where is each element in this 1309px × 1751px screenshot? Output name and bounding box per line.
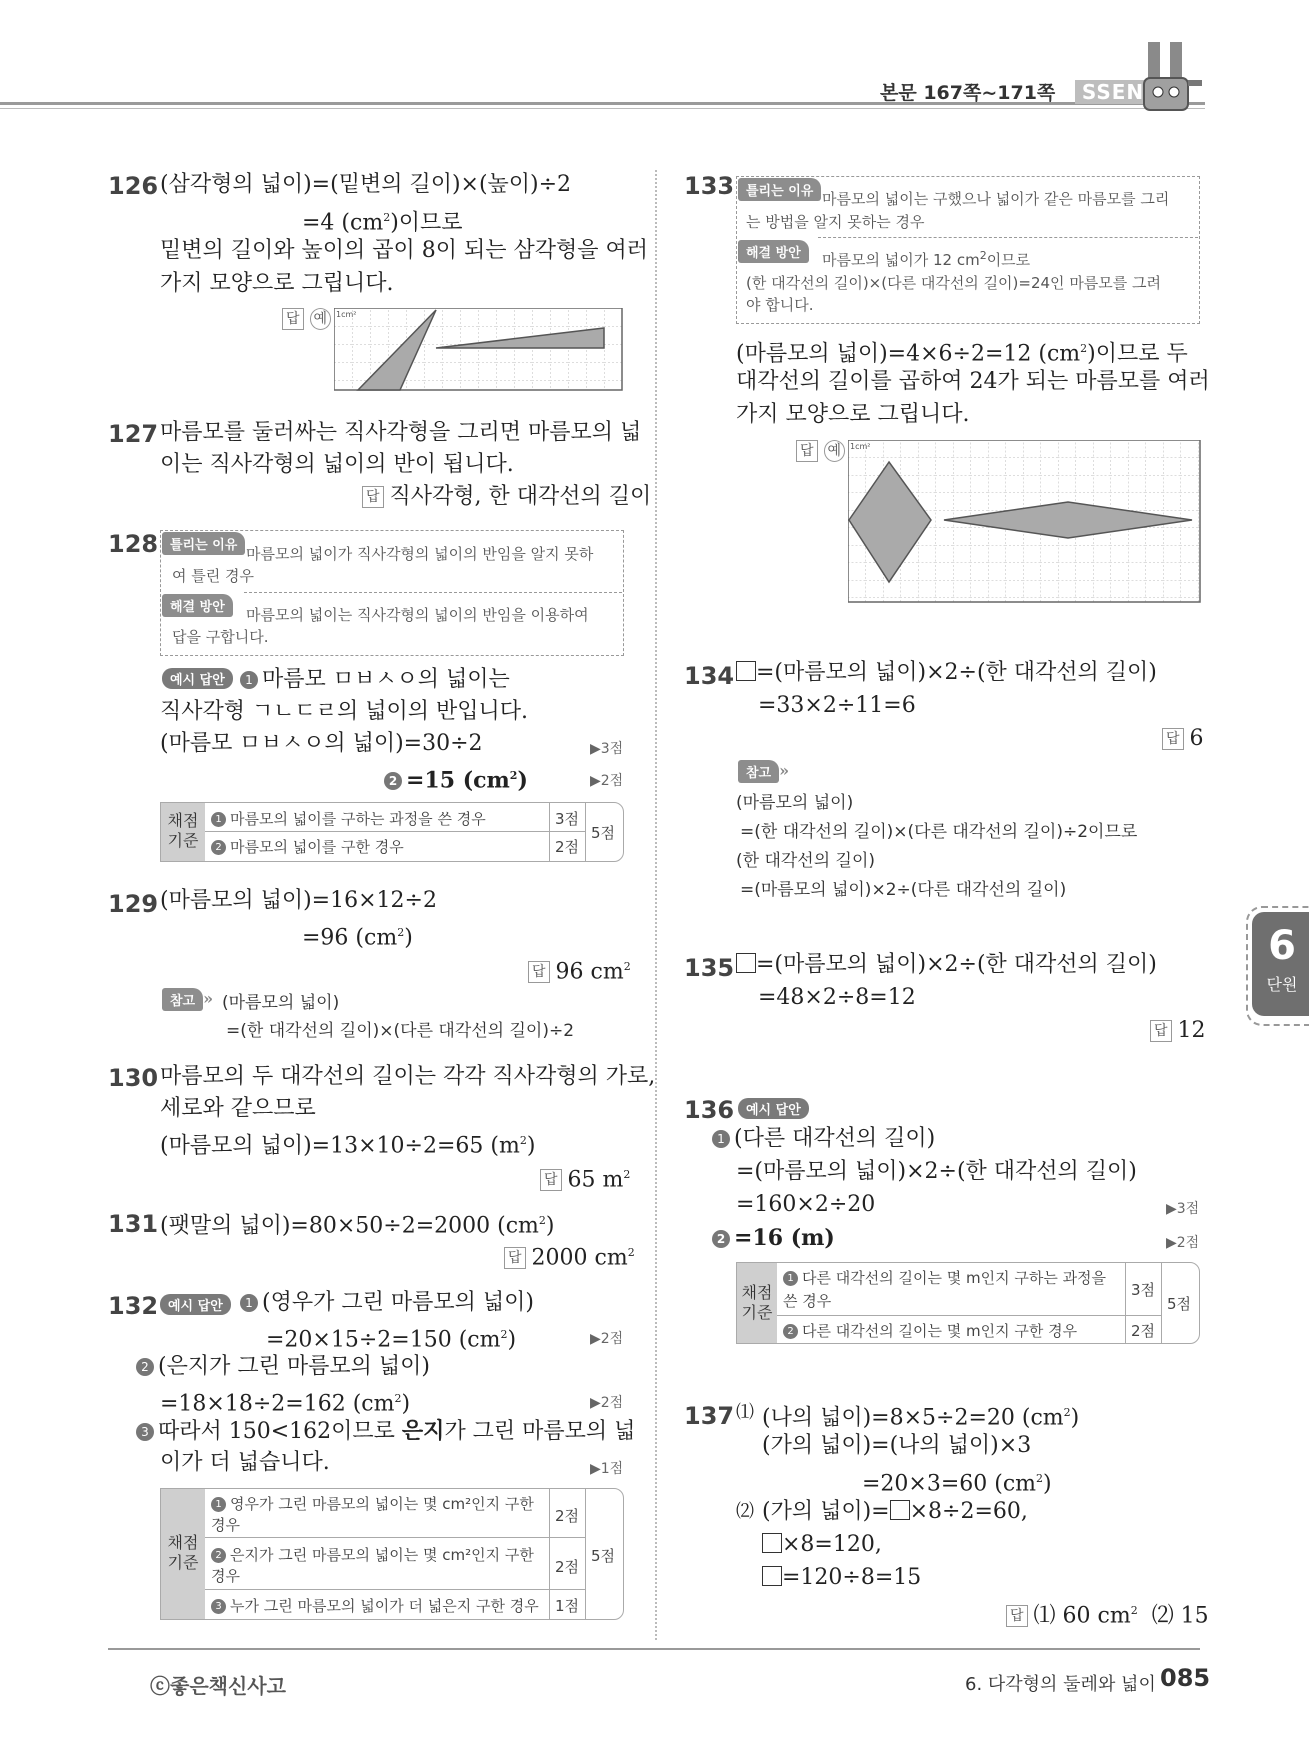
reason-tag: 틀리는 이유 [162,532,245,555]
unit-tab [1252,912,1309,1016]
q132-line1: 1 (영우가 그린 마름모의 넓이) [240,1288,534,1318]
reference-tag: 참고 » [162,988,213,1011]
q133-fix3: 야 합니다. [746,296,814,314]
q128-line4: 2 =15 $(cm^2)$ [384,761,528,795]
q132-point2: ▶2점 [590,1395,624,1411]
column-divider [655,170,657,1640]
q127-line2: 이는 직사각형의 넓이의 반이 됩니다. [160,452,514,477]
q134-ref3: (한 대각선의 길이) [736,851,876,871]
q133-help-separator [818,237,1198,238]
problem-number: 135 [684,954,735,982]
q129-ref1: (마름모의 넓이) [222,993,340,1013]
problem-number: 132 [108,1292,159,1320]
problem-number: 136 [684,1096,735,1124]
q126-grid-drawing [334,308,624,392]
q126-line1: (삼각형의 넓이)=(밑변의 길이)×(높이)÷2 [160,172,572,197]
q135-line2: =48×2÷8=12 [758,985,916,1010]
example-answer-tag: 예시 답안 [162,668,233,689]
problem-number: 126 [108,172,159,200]
q133-line2: 대각선의 길이를 곱하여 24가 되는 마름모를 여러 [736,369,1210,394]
q133-line1: (마름모의 넓이)=4×6÷2=12 $(cm^2)$이므로 두 [736,341,1188,367]
unit-number: 6 [1268,923,1296,969]
q129-line2: =96 $(cm^2)$ [302,925,413,951]
q137-line3: =20×3=60 $(cm^2)$ [862,1471,1052,1497]
q132-line2: =20×15÷2=150 $(cm^2)$ [266,1327,517,1353]
q137-line4: (가의 넓이)= ×8÷2=60, [762,1499,1028,1524]
grid-unit-label: 1cm² [336,310,357,319]
q134-answer: 답 6 [1162,724,1204,754]
q129-answer: 답 96 $cm^2$ [528,952,631,987]
unit-label: 단원 [1266,975,1298,994]
q132-scoring-table: 채점 기준 1 영우가 그린 마름모의 넓이는 몇 cm²인지 구한 경우 2점 2 은지가 그린 마름모의 넓이는 몇 cm²인지 구한 경우 2점 3 누가 그린 마름모의 넓이가 더 넓은지 구한 경우 1점 5점 [160,1488,624,1620]
q133-reason2: 는 방법을 알지 못하는 경우 [746,213,925,231]
q128-fix2: 답을 구합니다. [172,628,269,646]
q133-reason1: 마름모의 넓이는 구했으나 넓이가 같은 마름모를 그리 [822,190,1170,208]
problem-number: 128 [108,530,159,558]
q131-line1: (팻말의 넓이)=80×50÷2=2000 $(cm^2)$ [160,1213,555,1239]
problem-number: 137 [684,1402,735,1430]
problem-number: 133 [684,172,735,200]
q136-line1: 1 (다른 대각선의 길이) [712,1124,935,1154]
q137-line5: ×8=120, [762,1530,882,1560]
page-number: 085 [1160,1664,1211,1692]
q136-scoring-table: 채점 기준 1 다른 대각선의 길이는 몇 m인지 구하는 과정을 쓴 경우 3점 2 다른 대각선의 길이는 몇 m인지 구한 경우 2점 5점 [736,1262,1200,1344]
q137-line2: (가의 넓이)=(나의 넓이)×3 [762,1433,1032,1458]
q137-line1: (나의 넓이)=8×5÷2=20 $(cm^2)$ [762,1405,1080,1431]
q128-point2: ▶2점 [590,773,624,789]
q130-line3: (마름모의 넓이)=13×10÷2=65 $(m^2)$ [160,1133,536,1159]
q132-point1: ▶2점 [590,1331,624,1347]
publisher-logo: ⓒ좋은책신사고 [150,1674,286,1698]
q137-part2-label: ⑵ [736,1501,754,1522]
q132-line6: 이가 더 넓습니다. [160,1450,330,1475]
q136-line2: =(마름모의 넓이)×2÷(한 대각선의 길이) [736,1159,1137,1184]
q132-line4: =18×18÷2=162 $(cm^2)$ [160,1391,411,1417]
q128-point1: ▶3점 [590,741,624,757]
q128-line3: (마름모 ㅁㅂㅅㅇ의 넓이)=30÷2 [160,731,483,756]
q132-line5: 3 따라서 150<162이므로 은지가 그린 마름모의 넓 [136,1416,635,1447]
q135-answer: 답 12 [1150,1016,1206,1046]
answer-mark: 답 예 [796,440,851,462]
q134-ref4: =(마름모의 넓이)×2÷(다른 대각선의 길이) [740,880,1067,900]
q134-line2: =33×2÷11=6 [758,693,916,718]
q126-line4: 가지 모양으로 그립니다. [160,271,394,296]
q128-scoring-table: 채점 기준 1 마름모의 넓이를 구하는 과정을 쓴 경우 3점 2 마름모의 넓이를 구한 경우 2점 5점 [160,802,624,862]
page-range: 본문 167쪽~171쪽 [880,82,1056,104]
q133-line3: 가지 모양으로 그립니다. [736,402,970,427]
example-answer-tag: 예시 답안 [738,1098,809,1119]
q128-reason2: 여 틀린 경우 [172,567,254,585]
reference-tag: 참고 » [738,760,789,783]
q130-line2: 세로와 같으므로 [160,1096,316,1121]
mascot-icon [1140,38,1210,118]
q127-line1: 마름모를 둘러싸는 직사각형을 그리면 마름모의 넓 [160,420,642,445]
answer-mark: 답 예 [282,308,337,330]
q132-line3: 2 (은지가 그린 마름모의 넓이) [136,1352,430,1382]
q136-point1: ▶3점 [1166,1201,1200,1217]
q130-answer: 답 65 $m^2$ [540,1160,630,1195]
q136-point2: ▶2점 [1166,1235,1200,1251]
q134-ref2: =(한 대각선의 길이)×(다른 대각선의 길이)÷2이므로 [740,822,1138,842]
q128-help-separator [244,592,622,593]
q126-line3: 밑변의 길이와 높이의 곱이 8이 되는 삼각형을 여러 [160,238,648,263]
q137-line6: =120÷8=15 [762,1563,921,1593]
chapter-title: 6. 다각형의 둘레와 넓이 [965,1674,1156,1695]
q137-part1-label: ⑴ [736,1402,754,1423]
q131-answer: 답 2000 $cm^2$ [504,1238,635,1273]
problem-number: 127 [108,420,159,448]
q134-ref1: (마름모의 넓이) [736,793,854,813]
q129-line1: (마름모의 넓이)=16×12÷2 [160,888,437,913]
brand-logo: SSEN [1075,80,1151,104]
q129-ref2: =(한 대각선의 길이)×(다른 대각선의 길이)÷2 [226,1021,575,1041]
fix-tag: 해결 방안 [162,594,233,617]
q128-line2: 직사각형 ㄱㄴㄷㄹ의 넓이의 반입니다. [160,699,529,724]
q135-line1: =(마름모의 넓이)×2÷(한 대각선의 길이) [736,950,1157,980]
q128-line1: 1 마름모 ㅁㅂㅅㅇ의 넓이는 [240,665,510,695]
example-answer-tag: 예시 답안 [160,1294,231,1315]
header-rule-thin [0,108,1205,109]
q130-line1: 마름모의 두 대각선의 길이는 각각 직사각형의 가로, [160,1064,656,1089]
q132-point3: ▶1점 [590,1461,624,1477]
problem-number: 134 [684,662,735,690]
q136-line4: 2 =16 (m) [712,1223,835,1253]
problem-number: 131 [108,1210,159,1238]
q137-answer: 답 ⑴ 60 $cm^2$ ⑵ 15 [1006,1596,1209,1631]
q133-fix1: 마름모의 넓이가 12 $cm^2$이므로 [822,249,1031,269]
grid-unit-label: 1cm² [850,442,871,451]
q127-answer: 답 직사각형, 한 대각선의 길이 [362,482,651,512]
problem-number: 129 [108,890,159,918]
q133-grid-drawing [848,440,1202,604]
q134-line1: =(마름모의 넓이)×2÷(한 대각선의 길이) [736,658,1157,688]
problem-number: 130 [108,1064,159,1092]
fix-tag: 해결 방안 [738,240,809,263]
q126-line2: =4 $(cm^2)$이므로 [302,210,463,236]
footer-rule [108,1648,1200,1650]
reason-tag: 틀리는 이유 [738,178,821,201]
q136-line3: =160×2÷20 [736,1192,876,1217]
q133-fix2: (한 대각선의 길이)×(다른 대각선의 길이)=24인 마름모를 그려 [746,274,1162,292]
q128-reason1: 마름모의 넓이가 직사각형의 넓이의 반임을 알지 못하 [246,545,594,563]
q128-fix1: 마름모의 넓이는 직사각형의 넓이의 반임을 이용하여 [246,606,589,624]
